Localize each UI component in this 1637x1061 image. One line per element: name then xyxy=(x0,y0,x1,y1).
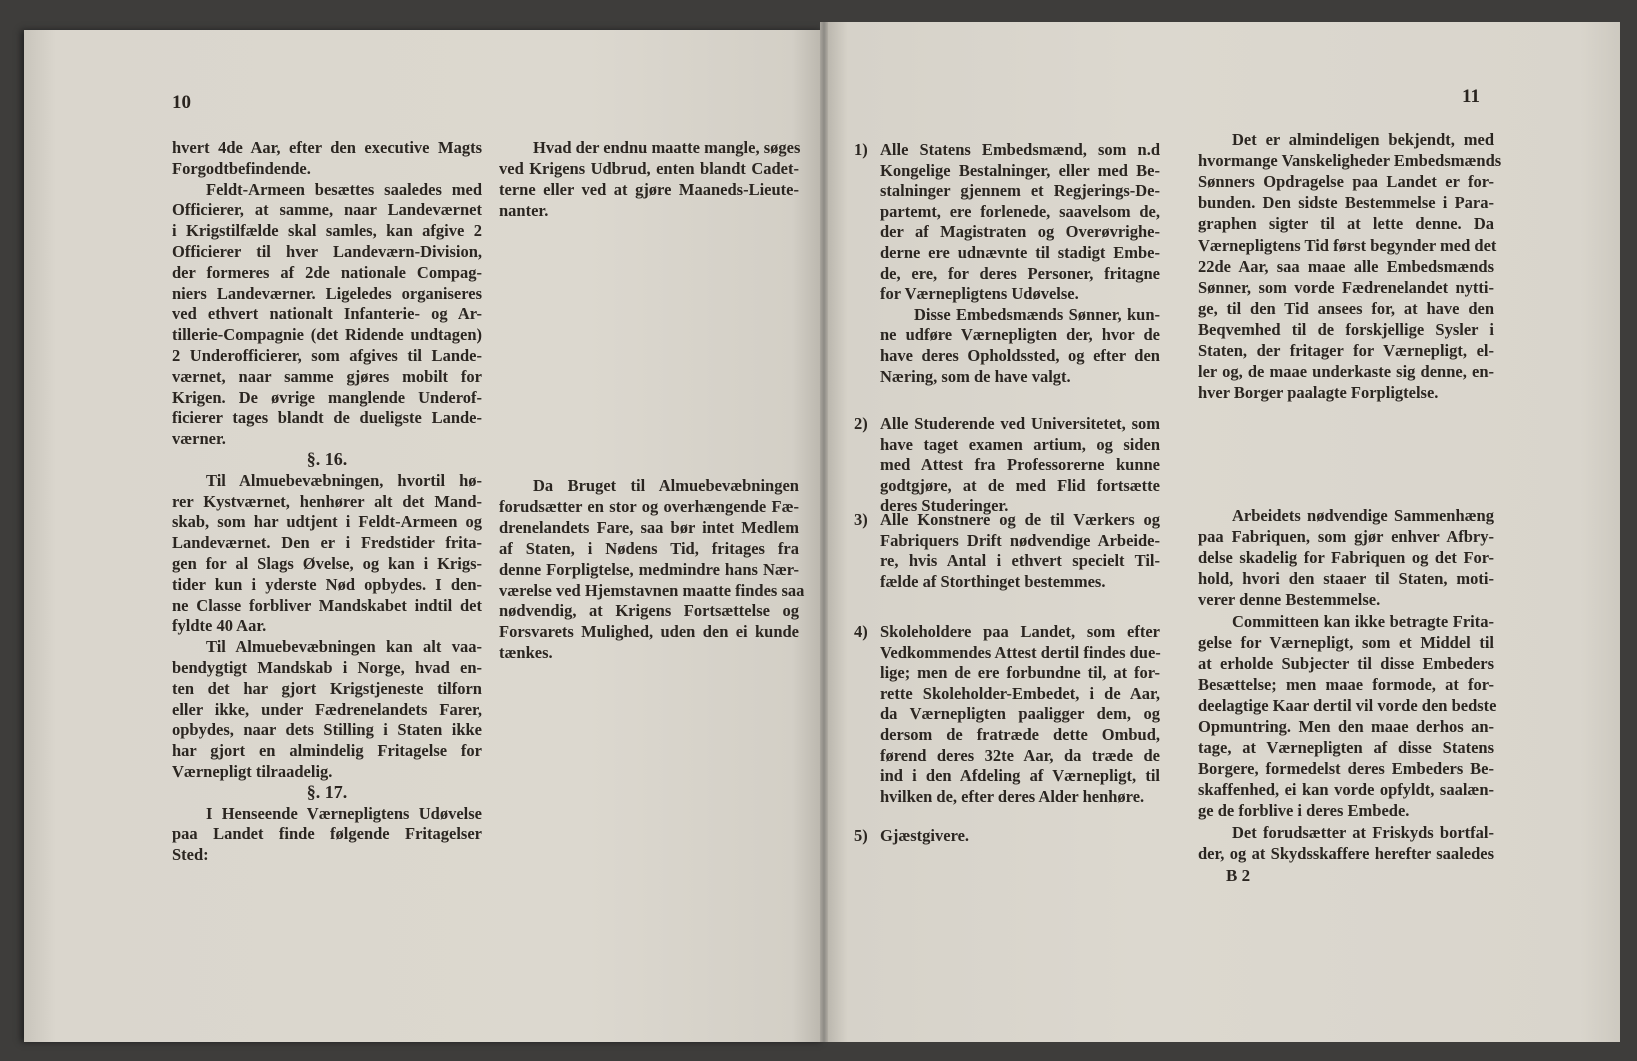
text-line: ved ethvert nationalt Infanterie- og Ar- xyxy=(172,304,482,324)
text-line: ten det har gjort Krigstjeneste tilforn xyxy=(172,678,482,698)
text-line: drenelandets Fare, saa bør intet Medlem xyxy=(499,517,799,537)
text-line: Alle Statens Embedsmænd, som n.d xyxy=(880,140,1160,159)
text-line: opbydes, naar dets Stilling i Staten ikke xyxy=(172,720,482,740)
text-line: ficierer tages blandt de dueligste Lande- xyxy=(172,408,482,428)
text-line: Besættelse; men maae formode, at for- xyxy=(1198,674,1494,694)
text-line: Gjæstgivere. xyxy=(880,826,970,845)
text-line: hvilken de, efter deres Alder henhøre. xyxy=(880,786,1145,806)
text-line: fyldte 40 Aar. xyxy=(172,616,267,636)
text-line: bunden. Den sidste Bestemmelse i Para- xyxy=(1198,193,1494,213)
text-line: stalninger gjennem et Regjerings-De- xyxy=(880,181,1160,201)
text-line: Hvad der endnu maatte mangle, søges xyxy=(533,138,801,157)
text-line: Officierer til hver Landeværn-Division, xyxy=(172,242,482,261)
text-line: lige; men de ere forbundne til, at for- xyxy=(880,663,1160,683)
text-line: ge de forblive i deres Embede. xyxy=(1198,801,1410,821)
text-line: for Værnepligtens Udøvelse. xyxy=(880,284,1079,304)
page-number-right: 11 xyxy=(1462,86,1480,107)
list-item-number: 2) xyxy=(854,414,868,433)
text-line: der af Magistraten og Overøvrighe- xyxy=(880,222,1160,242)
text-line: Forsvarets Mulighed, uden den ei kunde xyxy=(499,622,799,642)
text-line: Officierer, at samme, naar Landeværnet xyxy=(172,200,482,220)
text-line: graphen sigter til at lette denne. Da xyxy=(1198,214,1494,234)
text-line: Borgere, formedelst deres Embeders Be- xyxy=(1198,759,1494,779)
text-line: bendygtigt Mandskab i Norge, hvad en- xyxy=(172,658,482,677)
text-line: Det er almindeligen bekjendt, med xyxy=(1232,130,1494,149)
text-line: har gjort en almindelig Fritagelse for xyxy=(172,741,482,761)
text-line: Fabriquers Drift nødvendige Arbeide- xyxy=(880,530,1160,550)
text-line: paa Landet finde følgende Fritagelser xyxy=(172,824,482,844)
text-line: godtgjøre, at de med Flid fortsætte xyxy=(880,475,1160,495)
text-line: deelagtige Kaar dertil vil vorde den bedste xyxy=(1198,695,1497,715)
text-line: Værnepligt tilraadelig. xyxy=(172,762,333,781)
text-line: Til Almuebevæbningen kan alt vaa- xyxy=(206,637,482,657)
text-line: tænkes. xyxy=(499,643,553,663)
text-line: 22de Aar, saa maae alle Embedsmænds xyxy=(1198,256,1494,276)
text-line: Da Bruget til Almuebevæbningen xyxy=(533,476,799,495)
text-line: partemt, ere forlenede, saavelsom de, xyxy=(880,201,1160,221)
text-line: derne ere udnævnte til stadigt Embe- xyxy=(880,243,1160,262)
text-line: hvert 4de Aar, efter den executive Magts xyxy=(172,138,482,157)
text-line: ler og, de maae underkaste sig denne, en- xyxy=(1198,362,1494,382)
text-line: ind i den Afdeling af Værnepligt, til xyxy=(880,766,1160,786)
text-line: Sønner, som vorde Fædrenelandet nytti- xyxy=(1198,277,1494,297)
list-item-number: 4) xyxy=(854,622,868,641)
text-line: førend deres 32te Aar, da træde de xyxy=(880,745,1160,765)
catchword-signature: B 2 xyxy=(1226,866,1251,885)
text-line: niers Landeværner. Ligeledes organiseres xyxy=(172,283,482,303)
text-line: nanter. xyxy=(499,200,549,220)
text-line: denne Forpligtelse, medmindre hans Nær- xyxy=(499,559,799,579)
text-line: ne Classe forbliver Mandskabet indtil det xyxy=(172,595,482,615)
text-line: fælde af Storthinget bestemmes. xyxy=(880,571,1106,591)
text-line: deres Studeringer. xyxy=(880,496,1009,516)
text-line: rette Skoleholder-Embedet, i de Aar, xyxy=(880,683,1160,703)
page-number-left: 10 xyxy=(172,92,191,113)
text-line: hver Borger paalagte Forpligtelse. xyxy=(1198,383,1439,403)
text-line: Værnepligtens Tid først begynder med det xyxy=(1198,235,1497,255)
section-heading: §. 16. xyxy=(306,449,348,469)
text-line: Committeen kan ikke betragte Frita- xyxy=(1232,611,1494,631)
text-line: ge, til den Tid ansees for, at have den xyxy=(1198,298,1494,318)
text-line: der formeres af 2de nationale Compag- xyxy=(172,262,482,282)
text-line: ved Krigens Udbrud, enten blandt Cadet- xyxy=(499,158,799,178)
text-line: værner. xyxy=(172,429,226,449)
text-line: tillerie-Compagnie (det Ridende undtagen) xyxy=(172,325,482,345)
text-line: 2 Underofficierer, som afgives til Lande- xyxy=(172,346,482,365)
text-line: Landeværnet. Den er i Fredstider frita- xyxy=(172,533,482,553)
text-line: terne eller ved at gjøre Maaneds-Lieute- xyxy=(499,179,799,199)
text-line: med Attest fra Professorerne kunne xyxy=(880,455,1160,475)
text-line: verer denne Bestemmelse. xyxy=(1198,590,1381,610)
text-line: delse skadelig for Fabriquen og det For- xyxy=(1198,548,1494,568)
text-line: de, ere, for deres Personer, fritagne xyxy=(880,263,1160,283)
text-line: paa Fabriquen, som gjør enhver Afbry- xyxy=(1198,527,1494,547)
text-line: I Henseende Værnepligtens Udøvelse xyxy=(206,803,482,823)
text-line: tage, at Værnepligten af disse Statens xyxy=(1198,738,1494,758)
text-line: Det forudsætter at Friskyds bortfal- xyxy=(1232,822,1494,842)
text-line: Arbeidets nødvendige Sammenhæng xyxy=(1232,506,1494,525)
list-item-number: 1) xyxy=(854,140,868,159)
book-gutter xyxy=(820,22,828,1042)
text-line: Skoleholdere paa Landet, som efter xyxy=(880,622,1160,641)
text-line: Staten, der fritager for Værnepligt, el- xyxy=(1198,341,1494,360)
list-item-number: 3) xyxy=(854,510,868,529)
text-line: re, hvis Antal i ethvert specielt Til- xyxy=(880,551,1160,571)
text-line: skab, som har udtjent i Feldt-Armeen og xyxy=(172,512,482,532)
text-line: Næring, som de have valgt. xyxy=(880,366,1071,386)
text-line: Kongelige Bestalninger, eller med Be- xyxy=(880,160,1160,180)
text-line: Sønners Opdragelse paa Landet er for- xyxy=(1198,172,1494,192)
section-heading: §. 17. xyxy=(306,781,348,802)
text-line: Alle Studerende ved Universitetet, som xyxy=(880,414,1160,433)
text-line: dersom de fratræde dette Ombud, xyxy=(880,725,1160,744)
text-line: Forgodtbefindende. xyxy=(172,158,311,178)
text-line: værelse ved Hjemstavnen maatte findes saa xyxy=(499,580,805,600)
text-line: Til Almuebevæbningen, hvortil hø- xyxy=(206,470,482,490)
text-line: Alle Konstnere og de til Værkers og xyxy=(880,510,1160,529)
text-line: at erholde Subjecter til disse Embeders xyxy=(1198,653,1494,673)
text-line: Vedkommendes Attest dertil findes due- xyxy=(880,642,1161,662)
text-line: Disse Embedsmænds Sønner, kun- xyxy=(914,304,1160,324)
text-line: Sted: xyxy=(172,845,209,865)
text-line: tider kun i yderste Nød opbydes. I den- xyxy=(172,574,482,594)
text-line: Opmuntring. Men den maae derhos an- xyxy=(1198,717,1494,736)
list-item-number: 5) xyxy=(854,826,868,845)
text-line: værnet, naar samme gjøres mobilt for xyxy=(172,366,482,386)
text-line: have taget examen artium, og siden xyxy=(880,434,1160,454)
text-line: gen for al Slags Øvelse, og kan i Krigs- xyxy=(172,554,482,573)
text-line: skaffenhed, ei kan vorde opfyldt, saalæn- xyxy=(1198,780,1494,800)
text-line: af Staten, i Nødens Tid, fritages fra xyxy=(499,538,799,558)
text-line: rer Kystværnet, henhører alt det Mand- xyxy=(172,491,482,511)
text-line: Feldt-Armeen besættes saaledes med xyxy=(206,179,482,199)
text-line: ne udføre Værnepligten der, hvor de xyxy=(880,325,1160,345)
text-line: eller ikke, under Fædrenelandets Farer, xyxy=(172,699,482,719)
text-line: gelse for Værnepligt, som et Middel til xyxy=(1198,632,1494,652)
text-line: nødvendig, at Krigens Fortsættelse og xyxy=(499,601,799,621)
text-line: der, og at Skydsskaffere herefter saaledes xyxy=(1198,843,1494,863)
text-line: have deres Opholdssted, og efter den xyxy=(880,346,1160,365)
text-line: i Krigstilfælde skal samles, kan afgive 2 xyxy=(172,221,482,241)
text-line: hvormange Vanskeligheder Embedsmænds xyxy=(1198,151,1502,171)
text-line: da Værnepligten paaligger dem, og xyxy=(880,704,1160,724)
text-line: Krigen. De øvrige manglende Underof- xyxy=(172,387,482,407)
text-line: forudsætter en stor og overhængende Fæ- xyxy=(499,496,799,516)
text-line: Beqvemhed til de forskjellige Sysler i xyxy=(1198,319,1494,339)
text-line: hold, hvori den staaer til Staten, moti- xyxy=(1198,569,1494,589)
